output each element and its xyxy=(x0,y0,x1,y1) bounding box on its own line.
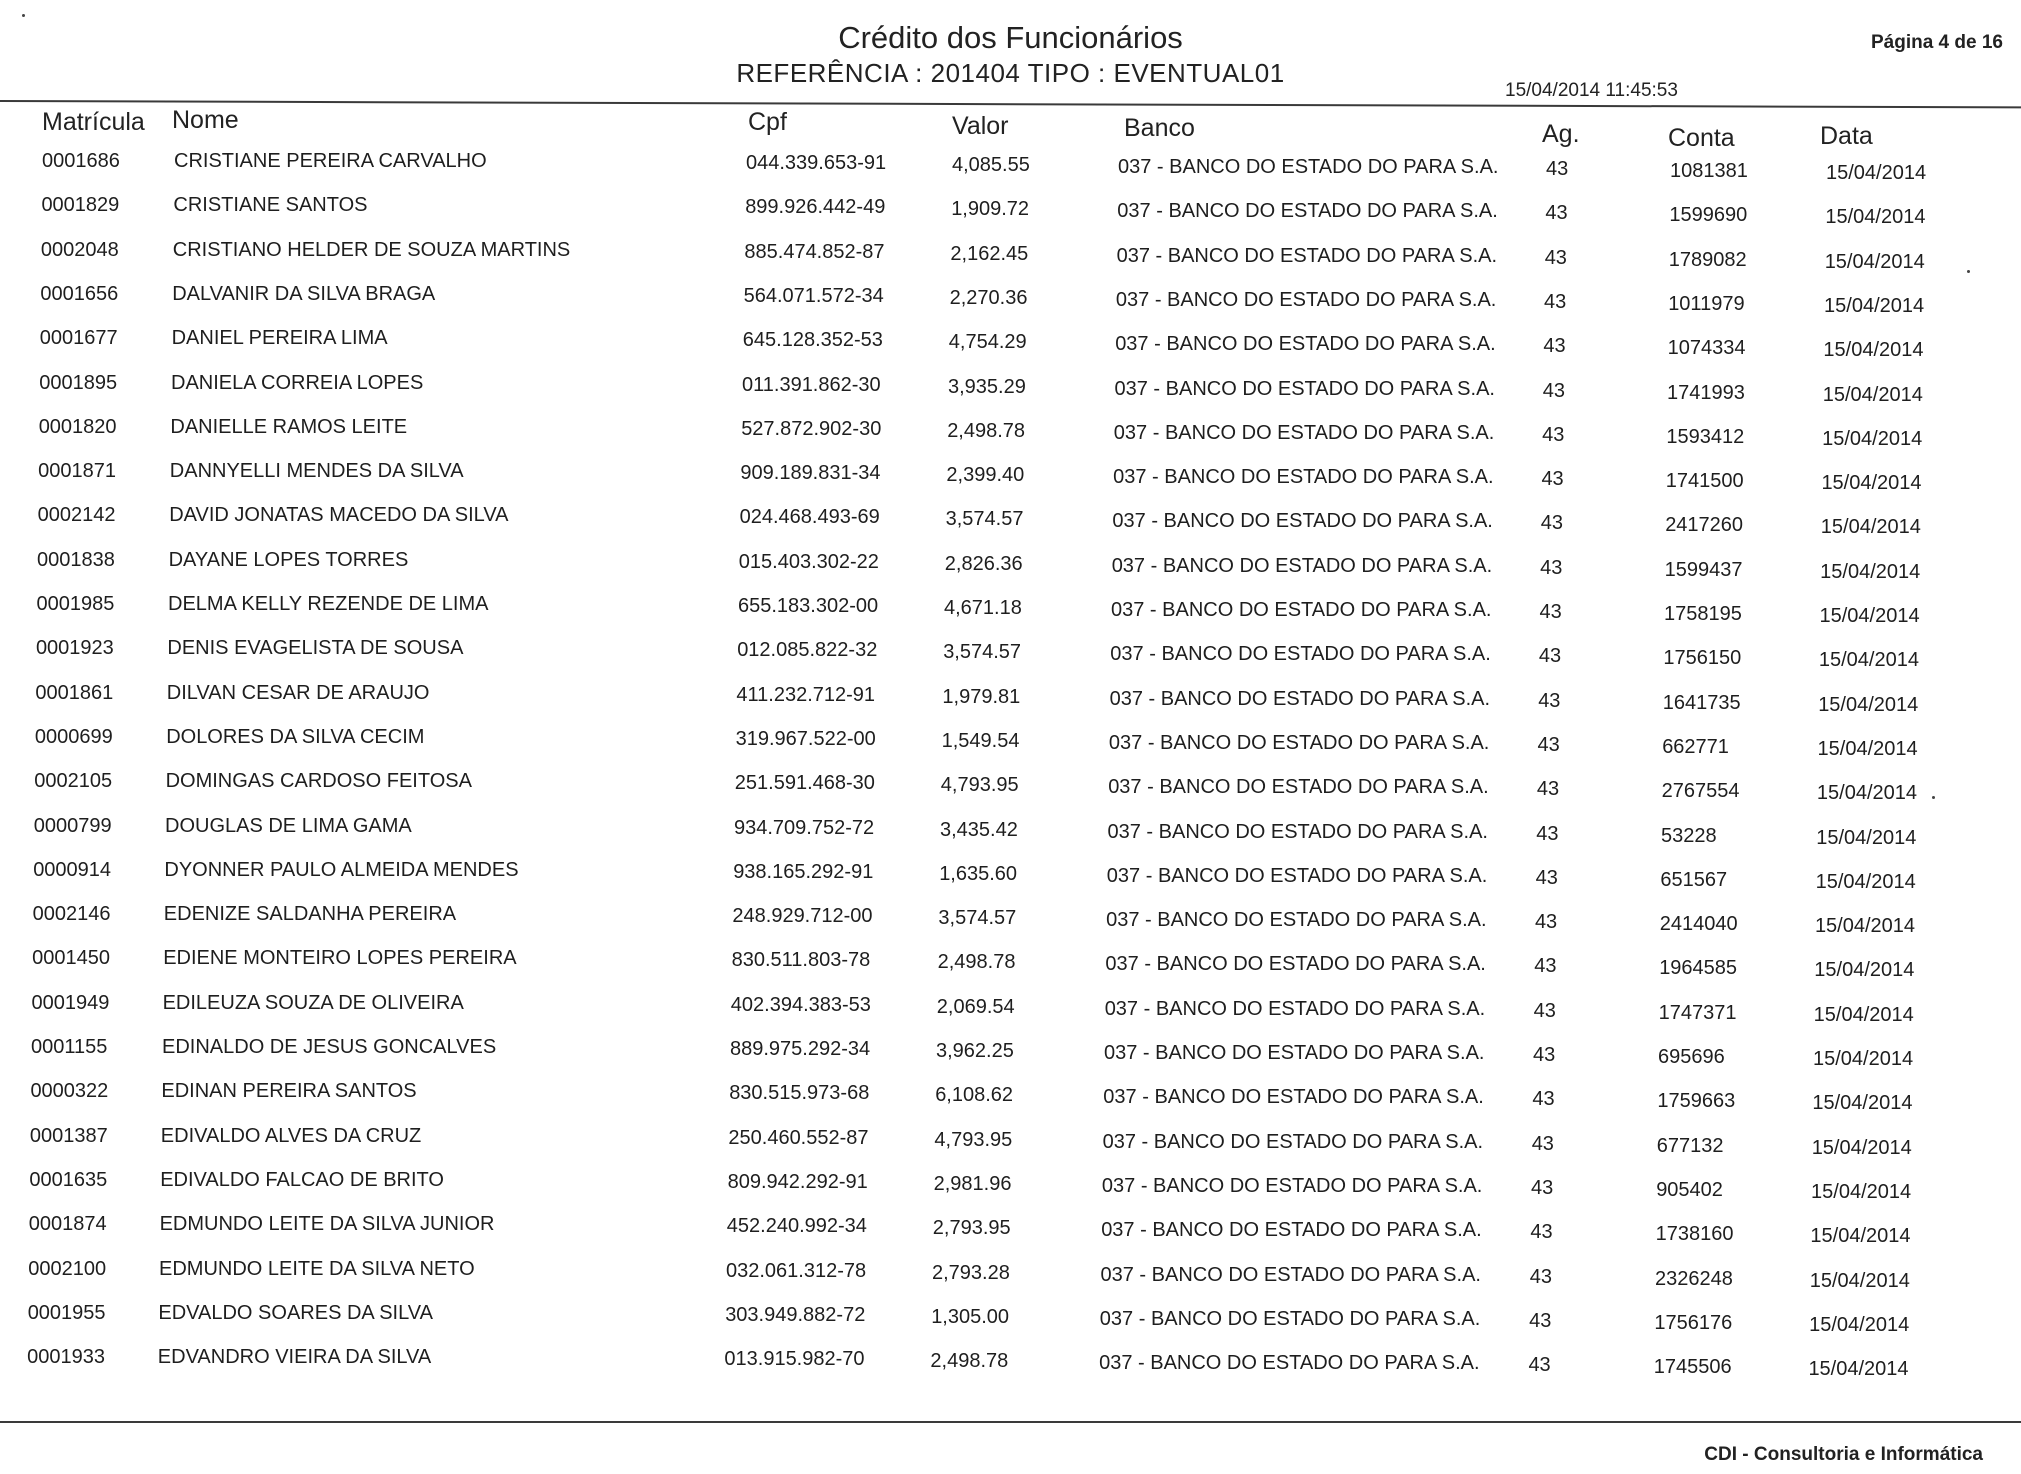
cell-cpf: 809.942.292-91 xyxy=(727,1170,868,1193)
cell-banco: 037 - BANCO DO ESTADO DO PARA S.A. xyxy=(1111,599,1492,621)
cell-conta: 1741993 xyxy=(1667,381,1745,404)
cell-data: 15/04/2014 xyxy=(1815,870,1916,893)
cell-conta: 1789082 xyxy=(1668,248,1747,271)
cell-conta: 1964585 xyxy=(1659,957,1738,980)
table-row xyxy=(0,1125,2021,1165)
cell-data: 15/04/2014 xyxy=(1814,915,1916,938)
cell-banco: 037 - BANCO DO ESTADO DO PARA S.A. xyxy=(1112,510,1493,533)
table-row xyxy=(0,992,2021,1032)
cell-valor: 2,399.40 xyxy=(946,464,1025,487)
cell-conta: 651567 xyxy=(1660,868,1728,891)
cell-banco: 037 - BANCO DO ESTADO DO PARA S.A. xyxy=(1116,244,1498,267)
cell-conta: 53228 xyxy=(1661,824,1717,847)
cell-matricula: 0001949 xyxy=(31,991,110,1014)
cell-nome: CRISTIANE SANTOS xyxy=(173,194,368,217)
cell-data: 15/04/2014 xyxy=(1818,693,1919,716)
cell-nome: DALVANIR DA SILVA BRAGA xyxy=(172,282,436,305)
cell-conta: 2767554 xyxy=(1661,780,1740,803)
cell-data: 15/04/2014 xyxy=(1814,959,1915,982)
table-row xyxy=(0,903,2021,943)
cell-ag: 43 xyxy=(1533,1044,1556,1066)
cell-matricula: 0001829 xyxy=(41,194,120,217)
cell-cpf: 011.391.862-30 xyxy=(742,373,881,396)
cell-cpf: 655.183.302-00 xyxy=(738,595,879,617)
cell-conta: 1011979 xyxy=(1668,292,1745,315)
cell-data: 15/04/2014 xyxy=(1808,1358,1909,1381)
cell-nome: EDINAN PEREIRA SANTOS xyxy=(161,1080,417,1103)
cell-data: 15/04/2014 xyxy=(1822,383,1923,406)
cell-ag: 43 xyxy=(1538,689,1561,712)
cell-cpf: 564.071.572-34 xyxy=(743,284,884,307)
cell-valor: 4,793.95 xyxy=(934,1128,1013,1151)
cell-matricula: 0002105 xyxy=(34,770,113,793)
table-row xyxy=(0,1302,2021,1342)
cell-matricula: 0002142 xyxy=(37,504,116,527)
cell-data: 15/04/2014 xyxy=(1816,782,1917,805)
cell-ag: 43 xyxy=(1535,866,1558,889)
table-row xyxy=(0,1346,2021,1386)
cell-matricula: 0001923 xyxy=(35,637,114,660)
cell-matricula: 0001155 xyxy=(31,1036,108,1058)
cell-banco: 037 - BANCO DO ESTADO DO PARA S.A. xyxy=(1102,1130,1484,1153)
cell-matricula: 0000914 xyxy=(33,858,112,881)
column-header-banco: Banco xyxy=(1124,114,1195,142)
cell-nome: DANIELA CORREIA LOPES xyxy=(171,371,424,394)
table-row xyxy=(0,593,2021,633)
table-row xyxy=(0,1080,2021,1120)
table-row xyxy=(0,416,2021,456)
cell-banco: 037 - BANCO DO ESTADO DO PARA S.A. xyxy=(1104,1042,1485,1064)
cell-ag: 43 xyxy=(1542,379,1565,402)
cell-banco: 037 - BANCO DO ESTADO DO PARA S.A. xyxy=(1115,333,1496,356)
cell-data: 15/04/2014 xyxy=(1811,1180,1912,1203)
cell-banco: 037 - BANCO DO ESTADO DO PARA S.A. xyxy=(1113,421,1495,444)
cell-valor: 1,979.81 xyxy=(942,685,1021,708)
table-row xyxy=(0,372,2021,412)
cell-conta: 1741500 xyxy=(1665,470,1744,493)
cell-cpf: 012.085.822-32 xyxy=(737,639,878,662)
cell-ag: 43 xyxy=(1545,202,1568,225)
cell-data: 15/04/2014 xyxy=(1810,1225,1911,1248)
table-row xyxy=(0,637,2021,677)
table-row xyxy=(0,815,2021,855)
scan-speck xyxy=(22,14,25,17)
cell-ag: 43 xyxy=(1540,512,1564,535)
cell-matricula: 0000799 xyxy=(33,814,112,837)
cell-data: 15/04/2014 xyxy=(1824,250,1925,273)
cell-matricula: 0000322 xyxy=(30,1080,109,1103)
cell-matricula: 0001838 xyxy=(37,548,115,571)
cell-data: 15/04/2014 xyxy=(1824,294,1925,317)
cell-nome: EDIVALDO ALVES DA CRUZ xyxy=(160,1124,422,1147)
cell-nome: DILVAN CESAR DE ARAUJO xyxy=(166,681,430,704)
table-row xyxy=(0,460,2021,500)
cell-matricula: 0001656 xyxy=(40,282,119,305)
cell-conta: 695696 xyxy=(1658,1046,1725,1068)
scan-speck xyxy=(1967,270,1970,273)
cell-conta: 662771 xyxy=(1662,735,1729,758)
cell-banco: 037 - BANCO DO ESTADO DO PARA S.A. xyxy=(1099,1307,1481,1330)
cell-nome: DAVID JONATAS MACEDO DA SILVA xyxy=(169,504,509,527)
cell-conta: 2414040 xyxy=(1659,913,1738,936)
cell-conta: 1738160 xyxy=(1655,1223,1734,1246)
cell-cpf: 402.394.383-53 xyxy=(730,993,871,1016)
cell-ag: 43 xyxy=(1531,1176,1554,1199)
cell-conta: 677132 xyxy=(1656,1134,1724,1157)
cell-valor: 4,793.95 xyxy=(940,774,1019,797)
cell-nome: DOUGLAS DE LIMA GAMA xyxy=(165,814,412,837)
cell-banco: 037 - BANCO DO ESTADO DO PARA S.A. xyxy=(1104,997,1486,1020)
cell-valor: 3,574.57 xyxy=(945,508,1024,531)
cell-matricula: 0001820 xyxy=(38,415,117,438)
cell-banco: 037 - BANCO DO ESTADO DO PARA S.A. xyxy=(1113,466,1494,489)
cell-cpf: 303.949.882-72 xyxy=(725,1303,866,1326)
cell-data: 15/04/2014 xyxy=(1819,605,1920,627)
cell-nome: DANIEL PEREIRA LIMA xyxy=(171,327,388,350)
cell-valor: 2,981.96 xyxy=(933,1172,1012,1195)
cell-valor: 3,962.25 xyxy=(936,1040,1014,1062)
table-row xyxy=(0,770,2021,810)
cell-banco: 037 - BANCO DO ESTADO DO PARA S.A. xyxy=(1107,820,1488,843)
cell-matricula: 0001871 xyxy=(38,460,117,483)
column-header-matricula: Matrícula xyxy=(42,108,145,136)
cell-ag: 43 xyxy=(1536,822,1559,845)
header-rule xyxy=(0,100,2021,108)
cell-ag: 43 xyxy=(1533,999,1556,1022)
cell-data: 15/04/2014 xyxy=(1818,649,1919,672)
cell-banco: 037 - BANCO DO ESTADO DO PARA S.A. xyxy=(1118,156,1499,178)
cell-ag: 43 xyxy=(1540,556,1563,579)
cell-valor: 1,549.54 xyxy=(941,729,1020,752)
table-row xyxy=(0,1213,2021,1253)
cell-valor: 3,574.57 xyxy=(943,641,1022,664)
cell-valor: 2,793.95 xyxy=(932,1217,1011,1240)
cell-valor: 4,671.18 xyxy=(944,597,1022,619)
column-header-data: Data xyxy=(1820,122,1873,150)
cell-conta: 1074334 xyxy=(1667,337,1746,360)
cell-valor: 2,162.45 xyxy=(950,242,1029,265)
cell-data: 15/04/2014 xyxy=(1820,560,1921,583)
cell-ag: 43 xyxy=(1541,468,1564,491)
cell-ag: 43 xyxy=(1534,955,1557,978)
cell-data: 15/04/2014 xyxy=(1817,737,1918,760)
cell-banco: 037 - BANCO DO ESTADO DO PARA S.A. xyxy=(1101,1219,1482,1242)
cell-nome: EDINALDO DE JESUS GONCALVES xyxy=(162,1036,497,1058)
cell-banco: 037 - BANCO DO ESTADO DO PARA S.A. xyxy=(1108,731,1490,754)
table-row xyxy=(0,1258,2021,1298)
cell-cpf: 248.929.712-00 xyxy=(732,905,873,928)
report-subtitle: REFERÊNCIA : 201404 TIPO : EVENTUAL01 xyxy=(736,58,1285,88)
cell-conta: 1759663 xyxy=(1657,1090,1736,1113)
cell-data: 15/04/2014 xyxy=(1809,1313,1910,1336)
cell-valor: 1,909.72 xyxy=(951,198,1030,221)
cell-cpf: 319.967.522-00 xyxy=(735,727,876,750)
cell-conta: 1081381 xyxy=(1670,160,1748,182)
cell-ag: 43 xyxy=(1544,246,1567,269)
cell-data: 15/04/2014 xyxy=(1811,1136,1912,1159)
cell-data: 15/04/2014 xyxy=(1822,427,1923,450)
cell-valor: 6,108.62 xyxy=(935,1084,1014,1107)
cell-valor: 2,498.78 xyxy=(947,419,1026,442)
cell-conta: 905402 xyxy=(1656,1178,1723,1201)
cell-cpf: 250.460.552-87 xyxy=(728,1126,869,1149)
cell-data: 15/04/2014 xyxy=(1826,162,1927,184)
cell-matricula: 0001635 xyxy=(29,1168,108,1191)
cell-nome: DENIS EVAGELISTA DE SOUSA xyxy=(167,637,464,660)
table-row xyxy=(0,549,2021,589)
cell-ag: 43 xyxy=(1538,645,1562,668)
cell-nome: EDVANDRO VIEIRA DA SILVA xyxy=(157,1346,432,1369)
footer-rule xyxy=(0,1421,2021,1423)
cell-valor: 3,435.42 xyxy=(940,818,1018,841)
cell-cpf: 938.165.292-91 xyxy=(733,860,874,883)
cell-valor: 2,826.36 xyxy=(944,552,1023,575)
cell-cpf: 251.591.468-30 xyxy=(734,772,875,795)
cell-nome: DANNYELLI MENDES DA SILVA xyxy=(169,460,464,483)
cell-data: 15/04/2014 xyxy=(1816,826,1917,849)
cell-ag: 43 xyxy=(1534,911,1558,934)
cell-cpf: 032.061.312-78 xyxy=(726,1259,867,1282)
cell-banco: 037 - BANCO DO ESTADO DO PARA S.A. xyxy=(1115,288,1497,311)
cell-nome: EDVALDO SOARES DA SILVA xyxy=(158,1301,433,1324)
cell-conta: 1599690 xyxy=(1669,204,1748,227)
cell-valor: 2,270.36 xyxy=(949,286,1028,309)
cell-cpf: 645.128.352-53 xyxy=(742,329,883,352)
cell-matricula: 0001861 xyxy=(35,681,114,704)
cell-nome: DAYANE LOPES TORRES xyxy=(168,548,409,571)
table-row xyxy=(0,859,2021,899)
cell-ag: 43 xyxy=(1546,158,1569,180)
cell-banco: 037 - BANCO DO ESTADO DO PARA S.A. xyxy=(1105,953,1486,976)
table-row xyxy=(0,682,2021,722)
cell-ag: 43 xyxy=(1543,335,1566,358)
column-header-conta: Conta xyxy=(1668,124,1735,152)
cell-data: 15/04/2014 xyxy=(1813,1048,1914,1070)
cell-valor: 4,085.55 xyxy=(952,154,1030,176)
column-header-cpf: Cpf xyxy=(748,108,787,136)
table-row xyxy=(0,327,2021,367)
cell-banco: 037 - BANCO DO ESTADO DO PARA S.A. xyxy=(1101,1174,1483,1197)
cell-nome: DYONNER PAULO ALMEIDA MENDES xyxy=(164,858,519,881)
table-row xyxy=(0,283,2021,323)
cell-cpf: 452.240.992-34 xyxy=(726,1215,867,1238)
cell-cpf: 015.403.302-22 xyxy=(738,550,879,573)
cell-ag: 43 xyxy=(1528,1354,1551,1377)
cell-banco: 037 - BANCO DO ESTADO DO PARA S.A. xyxy=(1103,1086,1484,1109)
cell-cpf: 527.872.902-30 xyxy=(741,417,882,440)
cell-ag: 43 xyxy=(1537,733,1560,756)
cell-valor: 3,574.57 xyxy=(938,907,1017,930)
cell-matricula: 0002100 xyxy=(28,1257,107,1280)
table-row xyxy=(0,150,2021,190)
cell-data: 15/04/2014 xyxy=(1823,339,1924,362)
cell-cpf: 899.926.442-49 xyxy=(745,196,886,219)
cell-ag: 43 xyxy=(1529,1265,1552,1288)
cell-nome: EDILEUZA SOUZA DE OLIVEIRA xyxy=(162,991,464,1014)
cell-ag: 43 xyxy=(1530,1221,1553,1244)
cell-matricula: 0001933 xyxy=(27,1346,106,1369)
cell-cpf: 934.709.752-72 xyxy=(734,816,875,839)
cell-cpf: 885.474.852-87 xyxy=(744,240,885,263)
cell-conta: 1599437 xyxy=(1664,558,1743,581)
cell-matricula: 0001874 xyxy=(28,1213,107,1236)
cell-ag: 43 xyxy=(1536,778,1560,801)
cell-ag: 43 xyxy=(1542,423,1565,446)
cell-conta: 2417260 xyxy=(1665,514,1744,537)
cell-ag: 43 xyxy=(1544,290,1567,313)
cell-banco: 037 - BANCO DO ESTADO DO PARA S.A. xyxy=(1099,1352,1480,1375)
cell-valor: 2,793.28 xyxy=(932,1261,1010,1284)
cell-cpf: 830.511.803-78 xyxy=(731,949,871,972)
cell-matricula: 0002048 xyxy=(40,238,119,261)
column-header-valor: Valor xyxy=(952,112,1009,140)
report-title: Crédito dos Funcionários xyxy=(838,20,1183,55)
cell-banco: 037 - BANCO DO ESTADO DO PARA S.A. xyxy=(1106,909,1487,932)
cell-banco: 037 - BANCO DO ESTADO DO PARA S.A. xyxy=(1100,1263,1481,1286)
cell-valor: 1,305.00 xyxy=(931,1305,1010,1328)
cell-banco: 037 - BANCO DO ESTADO DO PARA S.A. xyxy=(1106,864,1488,887)
cell-banco: 037 - BANCO DO ESTADO DO PARA S.A. xyxy=(1109,687,1491,710)
cell-conta: 1745506 xyxy=(1653,1356,1732,1379)
cell-cpf: 411.232.712-91 xyxy=(736,683,876,706)
cell-conta: 1756176 xyxy=(1654,1311,1733,1334)
column-header-ag: Ag. xyxy=(1542,120,1580,148)
column-header-nome: Nome xyxy=(172,106,239,134)
cell-ag: 43 xyxy=(1529,1309,1552,1332)
cell-nome: EDIVALDO FALCAO DE BRITO xyxy=(160,1168,444,1191)
cell-nome: CRISTIANE PEREIRA CARVALHO xyxy=(174,150,487,172)
cell-conta: 1758195 xyxy=(1664,603,1742,625)
cell-matricula: 0001387 xyxy=(29,1124,108,1147)
cell-banco: 037 - BANCO DO ESTADO DO PARA S.A. xyxy=(1114,377,1495,400)
cell-nome: EDIENE MONTEIRO LOPES PEREIRA xyxy=(163,947,517,970)
cell-cpf: 044.339.653-91 xyxy=(746,152,887,174)
table-row xyxy=(0,194,2021,234)
cell-cpf: 830.515.973-68 xyxy=(729,1082,870,1105)
cell-valor: 1,635.60 xyxy=(939,862,1018,885)
cell-conta: 1756150 xyxy=(1663,647,1742,670)
cell-ag: 43 xyxy=(1531,1132,1554,1155)
cell-cpf: 889.975.292-34 xyxy=(730,1038,871,1060)
cell-cpf: 909.189.831-34 xyxy=(740,462,881,485)
cell-nome: EDMUNDO LEITE DA SILVA NETO xyxy=(159,1257,475,1280)
cell-ag: 43 xyxy=(1532,1088,1555,1111)
table-row xyxy=(0,239,2021,279)
cell-banco: 037 - BANCO DO ESTADO DO PARA S.A. xyxy=(1111,554,1493,577)
cell-nome: CRISTIANO HELDER DE SOUZA MARTINS xyxy=(172,238,571,261)
cell-valor: 2,498.78 xyxy=(930,1350,1009,1373)
cell-banco: 037 - BANCO DO ESTADO DO PARA S.A. xyxy=(1110,643,1491,666)
cell-banco: 037 - BANCO DO ESTADO DO PARA S.A. xyxy=(1117,200,1498,223)
cell-matricula: 0001955 xyxy=(27,1301,106,1324)
cell-conta: 1641735 xyxy=(1662,691,1741,714)
cell-valor: 2,069.54 xyxy=(936,995,1015,1018)
cell-matricula: 0001677 xyxy=(39,327,118,350)
cell-data: 15/04/2014 xyxy=(1825,206,1926,229)
cell-data: 15/04/2014 xyxy=(1821,472,1922,495)
cell-conta: 1747371 xyxy=(1658,1001,1737,1024)
cell-cpf: 024.468.493-69 xyxy=(739,506,880,529)
cell-nome: EDMUNDO LEITE DA SILVA JUNIOR xyxy=(159,1213,495,1236)
cell-nome: DANIELLE RAMOS LEITE xyxy=(170,415,408,438)
cell-data: 15/04/2014 xyxy=(1820,516,1921,539)
cell-matricula: 0001450 xyxy=(32,947,110,970)
cell-cpf: 013.915.982-70 xyxy=(724,1348,865,1371)
cell-valor: 3,935.29 xyxy=(948,375,1026,398)
cell-banco: 037 - BANCO DO ESTADO DO PARA S.A. xyxy=(1108,776,1489,799)
table-row xyxy=(0,504,2021,544)
cell-conta: 1593412 xyxy=(1666,425,1745,448)
cell-nome: DOLORES DA SILVA CECIM xyxy=(166,725,425,748)
cell-matricula: 0001895 xyxy=(39,371,118,394)
cell-nome: DOMINGAS CARDOSO FEITOSA xyxy=(165,770,472,793)
cell-nome: DELMA KELLY REZENDE DE LIMA xyxy=(168,593,489,615)
cell-matricula: 0000699 xyxy=(34,725,113,748)
print-timestamp: 15/04/2014 11:45:53 xyxy=(1505,80,1678,101)
scan-speck xyxy=(1932,796,1935,799)
table-row xyxy=(0,947,2021,987)
cell-ag: 43 xyxy=(1539,601,1562,623)
table-row xyxy=(0,1169,2021,1209)
cell-matricula: 0002146 xyxy=(32,903,111,926)
table-row xyxy=(0,726,2021,766)
cell-valor: 4,754.29 xyxy=(948,331,1027,354)
cell-matricula: 0001686 xyxy=(42,150,120,172)
footer-company: CDI - Consultoria e Informática xyxy=(1704,1444,1983,1465)
cell-matricula: 0001985 xyxy=(36,593,115,615)
cell-data: 15/04/2014 xyxy=(1809,1269,1910,1292)
cell-data: 15/04/2014 xyxy=(1812,1092,1913,1115)
cell-valor: 2,498.78 xyxy=(937,951,1016,974)
table-row xyxy=(0,1036,2021,1076)
cell-data: 15/04/2014 xyxy=(1813,1003,1914,1026)
cell-conta: 2326248 xyxy=(1655,1267,1733,1290)
page-number: Página 4 de 16 xyxy=(1870,32,2003,53)
cell-nome: EDENIZE SALDANHA PEREIRA xyxy=(163,903,457,926)
